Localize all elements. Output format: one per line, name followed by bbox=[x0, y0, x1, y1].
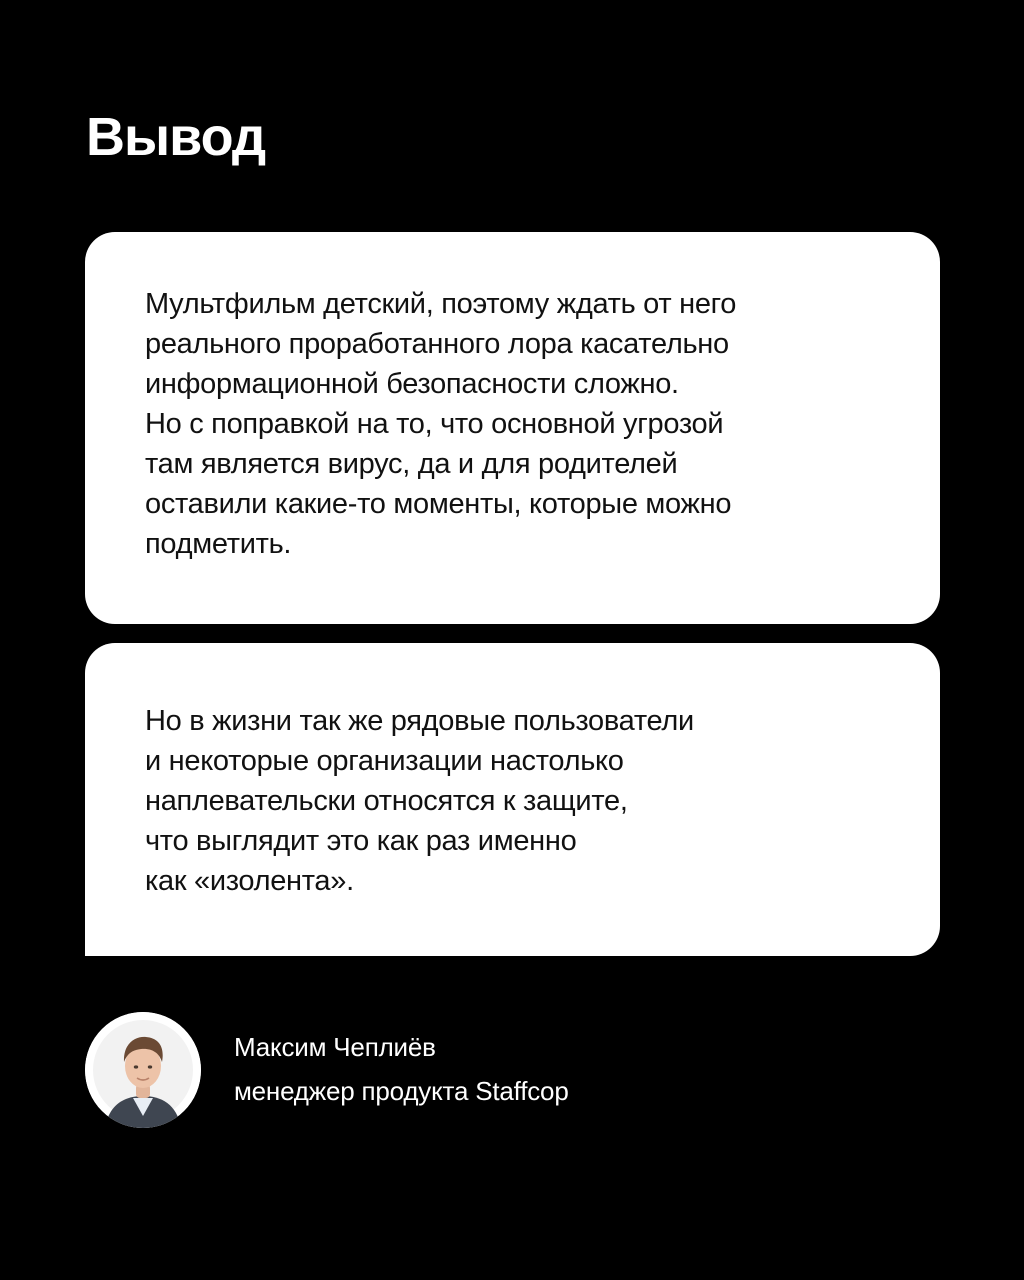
author-avatar bbox=[85, 1012, 201, 1128]
card-1-line: Мультфильм детский, поэтому ждать от него bbox=[145, 288, 737, 320]
card-1-line: подметить. bbox=[145, 528, 292, 560]
card-1-line: оставили какие-то моменты, которые можно bbox=[145, 488, 732, 520]
card-2-line: как «изолента». bbox=[145, 865, 354, 897]
card-2-line: что выглядит это как раз именно bbox=[145, 825, 577, 857]
person-portrait-icon bbox=[85, 1012, 201, 1128]
card-2-line: наплевательски относятся к защите, bbox=[145, 785, 628, 817]
card-1-line: информационной безопасности сложно. bbox=[145, 368, 679, 400]
page-title: Вывод bbox=[86, 107, 266, 167]
card-2-line: и некоторые организации настолько bbox=[145, 745, 624, 777]
card-2-line: Но в жизни так же рядовые пользователи bbox=[145, 705, 694, 737]
conclusion-card-1 bbox=[85, 232, 940, 624]
card-1-line: реального проработанного лора касательно bbox=[145, 328, 729, 360]
conclusion-card-2 bbox=[85, 643, 940, 956]
card-1-line: там является вирус, да и для родителей bbox=[145, 448, 678, 480]
author-block bbox=[85, 1012, 785, 1128]
author-role: менеджер продукта Staffcop bbox=[234, 1076, 569, 1106]
author-name: Максим Чеплиёв bbox=[234, 1032, 436, 1062]
card-1-line: Но с поправкой на то, что основной угрозой bbox=[145, 408, 724, 440]
